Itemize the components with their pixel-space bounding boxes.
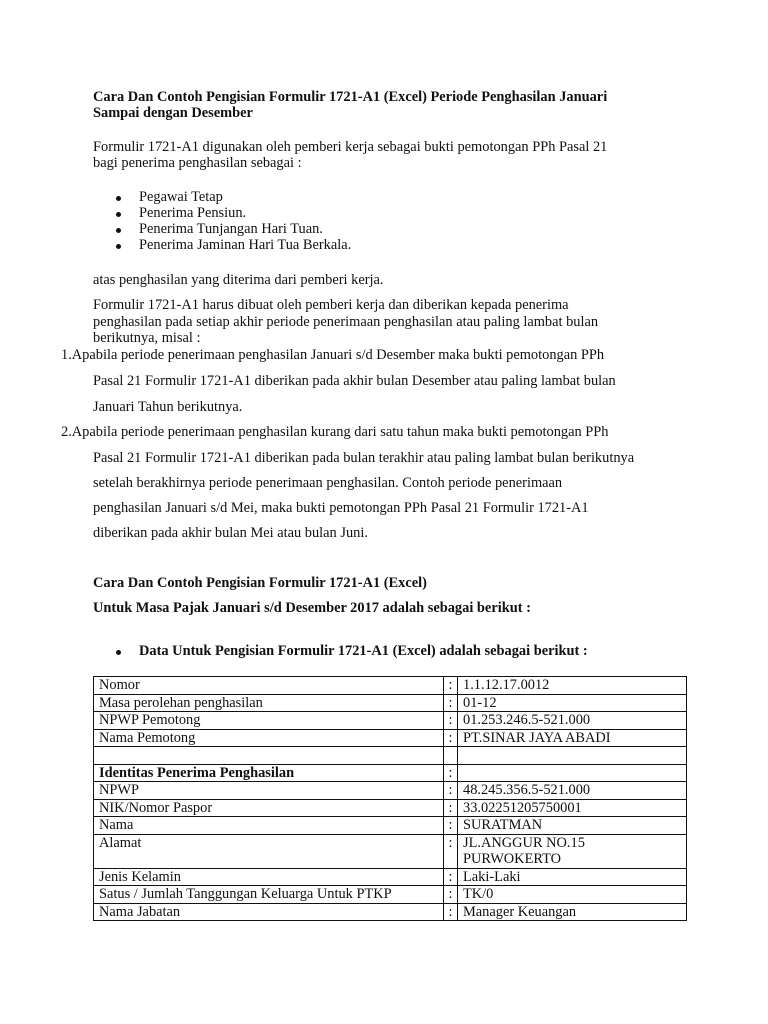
- document-title-line1: Cara Dan Contoh Pengisian Formulir 1721-A1 (Excel) Periode Penghasilan Januari: [93, 89, 608, 105]
- table-label: NPWP Pemotong: [94, 712, 444, 730]
- item2-line2: Pasal 21 Formulir 1721-A1 diberikan pada bulan terakhir atau paling lambat bulan berikutnya: [93, 450, 635, 466]
- table-value: [458, 834, 687, 868]
- table-label: [94, 747, 444, 765]
- section-heading-1: Cara Dan Contoh Pengisian Formulir 1721-A1 (Excel): [93, 575, 427, 591]
- table-separator: :: [444, 886, 458, 904]
- table-value: 33.02251205750001: [458, 799, 687, 817]
- bullet-icon: [116, 228, 121, 233]
- table-value: 01-12: [458, 694, 687, 712]
- list-item: Pegawai Tetap: [139, 189, 223, 205]
- item2-line3: setelah berakhirnya periode penerimaan penghasilan. Contoh periode penerimaan: [93, 475, 563, 491]
- item1-line1: 1.Apabila periode penerimaan penghasilan Januari s/d Desember maka bukti pemotongan PPh: [61, 347, 605, 363]
- table-separator: :: [444, 799, 458, 817]
- table-value: 01.253.246.5-521.000: [458, 712, 687, 730]
- table-separator: :: [444, 782, 458, 800]
- table-row: [94, 764, 687, 782]
- item1-line3: Januari Tahun berikutnya.: [93, 399, 243, 415]
- bullet-icon: [116, 244, 121, 249]
- table-row: [94, 886, 687, 904]
- address-line1: JL.ANGGUR NO.15: [463, 834, 585, 851]
- list-item: Penerima Jaminan Hari Tua Berkala.: [139, 237, 352, 253]
- data-table: [93, 676, 687, 921]
- table-value: [458, 764, 687, 782]
- table-label: Alamat: [94, 834, 444, 868]
- table-row: [94, 868, 687, 886]
- para2-line2: penghasilan pada setiap akhir periode penerimaan penghasilan atau paling lambat bulan: [93, 314, 599, 330]
- intro-line1: Formulir 1721-A1 digunakan oleh pemberi kerja sebagai bukti pemotongan PPh Pasal 21: [93, 139, 608, 155]
- table-row: [94, 712, 687, 730]
- table-row-blank: [94, 747, 687, 765]
- table-row: [94, 834, 687, 868]
- table-row: [94, 729, 687, 747]
- item2-line5: diberikan pada akhir bulan Mei atau bulan Juni.: [93, 525, 368, 541]
- table-row: [94, 817, 687, 835]
- para2-line1: Formulir 1721-A1 harus dibuat oleh pemberi kerja dan diberikan kepada penerima: [93, 297, 569, 313]
- table-label: Satus / Jumlah Tanggungan Keluarga Untuk PTKP: [94, 886, 444, 904]
- table-value: Laki-Laki: [458, 868, 687, 886]
- table-label: NIK/Nomor Paspor: [94, 799, 444, 817]
- table-value: PT.SINAR JAYA ABADI: [458, 729, 687, 747]
- item2-line4: penghasilan Januari s/d Mei, maka bukti pemotongan PPh Pasal 21 Formulir 1721-A1: [93, 500, 589, 516]
- table-separator: :: [444, 817, 458, 835]
- table-label: Jenis Kelamin: [94, 868, 444, 886]
- table-label: Masa perolehan penghasilan: [94, 694, 444, 712]
- item2-line1: 2.Apabila periode penerimaan penghasilan kurang dari satu tahun maka bukti pemotongan PPh: [61, 424, 609, 440]
- table-label: Nama Jabatan: [94, 903, 444, 921]
- list-item: Penerima Pensiun.: [139, 205, 247, 221]
- table-label: Nama: [94, 817, 444, 835]
- table-value: Manager Keuangan: [458, 903, 687, 921]
- table-separator: :: [444, 677, 458, 695]
- bullet-icon: [116, 212, 121, 217]
- section-heading-2: Untuk Masa Pajak Januari s/d Desember 2017 adalah sebagai berikut :: [93, 600, 531, 616]
- table-label: Nomor: [94, 677, 444, 695]
- table-row: [94, 694, 687, 712]
- table-row: [94, 799, 687, 817]
- table-value: TK/0: [458, 886, 687, 904]
- table-separator: :: [444, 729, 458, 747]
- after-list-text: atas penghasilan yang diterima dari pemberi kerja.: [93, 272, 384, 288]
- table-row: [94, 782, 687, 800]
- table-row: [94, 903, 687, 921]
- table-value: 48.245.356.5-521.000: [458, 782, 687, 800]
- table-value: [458, 747, 687, 765]
- table-section-label: Identitas Penerima Penghasilan: [94, 764, 444, 782]
- para2-line3: berikutnya, misal :: [93, 330, 201, 346]
- section-bullet: Data Untuk Pengisian Formulir 1721-A1 (Excel) adalah sebagai berikut :: [139, 643, 588, 659]
- table-row: [94, 677, 687, 695]
- table-separator: :: [444, 868, 458, 886]
- document-title-line2: Sampai dengan Desember: [93, 105, 253, 121]
- table-value: 1.1.12.17.0012: [458, 677, 687, 695]
- item1-line2: Pasal 21 Formulir 1721-A1 diberikan pada akhir bulan Desember atau paling lambat bulan: [93, 373, 616, 389]
- intro-line2: bagi penerima penghasilan sebagai :: [93, 155, 302, 171]
- table-separator: :: [444, 834, 458, 868]
- table-separator: :: [444, 712, 458, 730]
- bullet-icon: [116, 196, 121, 201]
- bullet-icon: [116, 650, 121, 655]
- table-separator: :: [444, 764, 458, 782]
- table-separator: :: [444, 694, 458, 712]
- address-line2: PURWOKERTO: [463, 851, 562, 867]
- table-label: NPWP: [94, 782, 444, 800]
- table-label: Nama Pemotong: [94, 729, 444, 747]
- list-item: Penerima Tunjangan Hari Tuan.: [139, 221, 323, 237]
- table-separator: :: [444, 903, 458, 921]
- table-value: SURATMAN: [458, 817, 687, 835]
- table-separator: [444, 747, 458, 765]
